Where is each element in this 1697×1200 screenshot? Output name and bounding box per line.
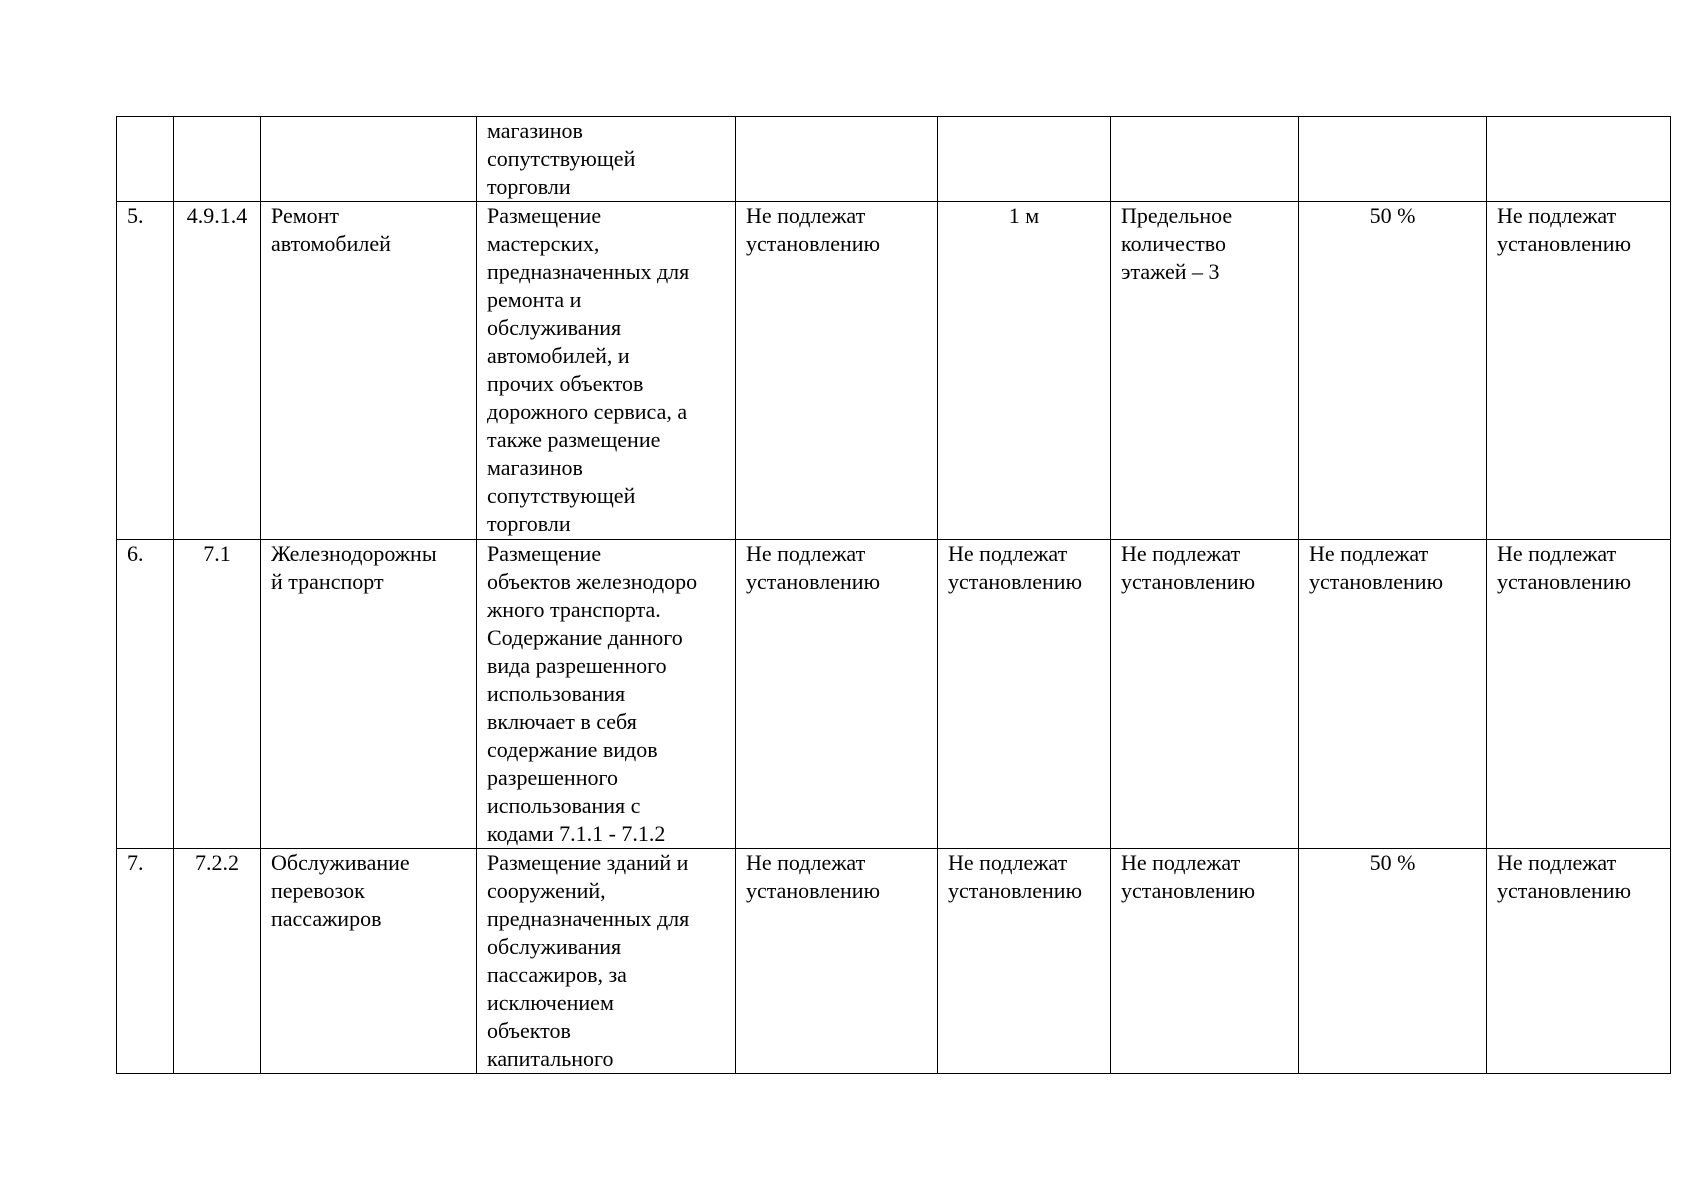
code-cell: 4.9.1.4 [174,202,261,540]
setback-cell: Не подлежат установлению [938,849,1111,1074]
parameter-cell: Не подлежат установлению [736,540,938,849]
restriction-cell [1487,117,1671,202]
row-number-cell: 6. [117,540,174,849]
setback-cell [938,117,1111,202]
floors-cell [1111,117,1299,202]
parameter-cell: Не подлежат установлению [736,202,938,540]
parameter-cell: Не подлежат установлению [736,849,938,1074]
code-cell [174,117,261,202]
use-type-name-cell: Обслуживание перевозок пассажиров [261,849,477,1074]
coverage-cell: 50 % [1299,849,1487,1074]
use-type-name-cell: Железнодорожны й транспорт [261,540,477,849]
setback-cell: Не подлежат установлению [938,540,1111,849]
floors-cell: Предельное количество этажей – 3 [1111,202,1299,540]
row-number-cell: 7. [117,849,174,1074]
description-cell: Размещение зданий и сооружений, предназначенных для обслуживания пассажиров, за исключением объектов капитального [477,849,736,1074]
land-use-table [116,116,1671,1074]
table-row [117,540,1671,849]
restriction-cell: Не подлежат установлению [1487,540,1671,849]
parameter-cell [736,117,938,202]
restriction-cell: Не подлежат установлению [1487,202,1671,540]
description-cell: Размещение мастерских, предназначенных для ремонта и обслуживания автомобилей, и прочих объектов дорожного сервиса, а также размещение магазинов сопутствующей торговли [477,202,736,540]
description-cell: Размещение объектов железнодоро жного транспорта. Содержание данного вида разрешенного использования включает в себя содержание видов разрешенного использования с кодами 7.1.1 - 7.1.2 [477,540,736,849]
use-type-name-cell [261,117,477,202]
restriction-cell: Не подлежат установлению [1487,849,1671,1074]
coverage-cell: 50 % [1299,202,1487,540]
setback-cell: 1 м [938,202,1111,540]
code-cell: 7.1 [174,540,261,849]
row-number-cell: 5. [117,202,174,540]
coverage-cell [1299,117,1487,202]
row-number-cell [117,117,174,202]
use-type-name-cell: Ремонт автомобилей [261,202,477,540]
description-cell: магазинов сопутствующей торговли [477,117,736,202]
floors-cell: Не подлежат установлению [1111,540,1299,849]
coverage-cell: Не подлежат установлению [1299,540,1487,849]
floors-cell: Не подлежат установлению [1111,849,1299,1074]
table-row [117,849,1671,1074]
table-row [117,117,1671,202]
table-row [117,202,1671,540]
code-cell: 7.2.2 [174,849,261,1074]
